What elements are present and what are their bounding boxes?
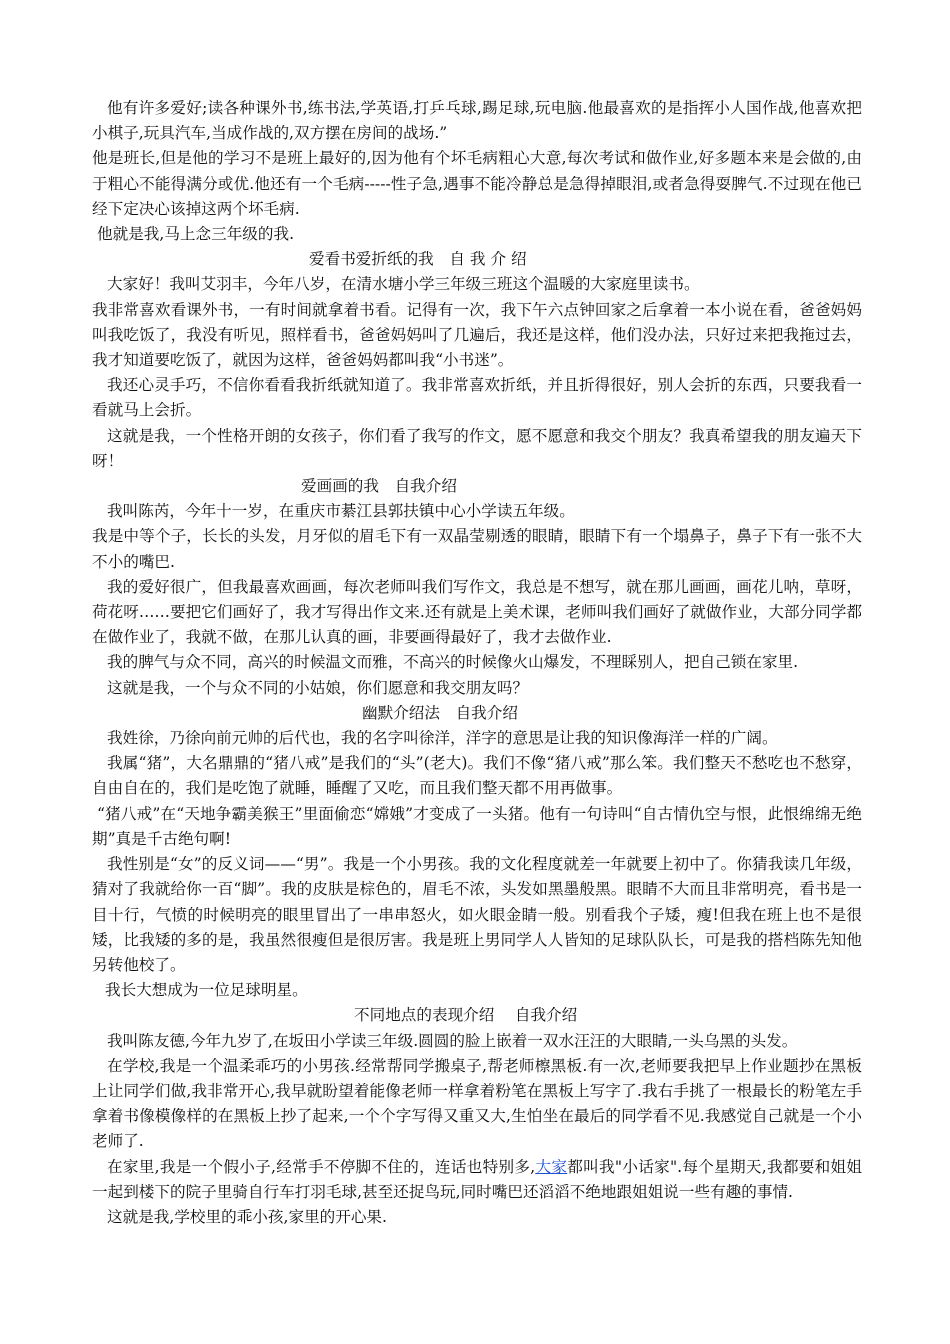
document-page: [92, 96, 862, 1230]
hyperlink[interactable]: 大家: [535, 1157, 568, 1176]
paragraph: 我非常喜欢看课外书，一有时间就拿着书看。记得有一次，我下午六点钟回家之后拿着一本小说在看，爸爸妈妈叫我吃饭了，我没有听见，照样看书，爸爸妈妈叫了几遍后，我还是这样，他们没办法，只好过来把我拖过去，我才知道要吃饭了，就因为这样，爸爸妈妈都叫我“小书迷”。: [92, 300, 862, 370]
essay-title: 不同地点的表现介绍 自我介绍: [354, 1006, 578, 1025]
essay-title: 爱画画的我 自我介绍: [301, 477, 457, 496]
paragraph: 他是班长,但是他的学习不是班上最好的,因为他有个坏毛病粗心大意,每次考试和做作业,好多题本来是会做的,由于粗心不能得满分或优.他还有一个毛病-----性子急,遇事不能冷静总是急得掉眼泪,或者急得耍脾气.不过现在他已经下定决心该掉这两个坏毛病.: [92, 149, 862, 218]
paragraph: 我的爱好很广，但我最喜欢画画，每次老师叫我们写作文，我总是不想写，就在那儿画画，画花儿呐，草呀，荷花呀……要把它们画好了，我才写得出作文来.还有就是上美术课，老师叫我们画好了就做作业，大部分同学都在做作业了，我就不做，在那儿认真的画，非要画得最好了，我才去做作业.: [92, 577, 862, 647]
paragraph: 大家好！我叫艾羽丰，今年八岁，在清水塘小学三年级三班这个温暖的大家庭里读书。: [107, 275, 700, 294]
paragraph: 我叫陈芮，今年十一岁，在重庆市綦江县郭扶镇中心小学读五年级。: [107, 502, 575, 521]
paragraph-text: 在家里,我是一个假小子,经常手不停脚不住的，连话也特别多,: [107, 1157, 536, 1176]
paragraph: 在学校,我是一个温柔乖巧的小男孩.经常帮同学搬桌子,帮老师檫黑板.有一次,老师要我把早上作业题抄在黑板上让同学们做,我非常开心,我早就盼望着能像老师一样拿着粉笔在黑板上写字了.我右手挑了一根最长的粉笔左手拿着书像模像样的在黑板上抄了起来,一个个字写得又重又大,生怕坐在最后的同学看不见.我感觉自己就是一个小老师了.: [92, 1056, 862, 1151]
paragraph: 我是中等个子，长长的头发，月牙似的眉毛下有一双晶莹剔透的眼睛，眼睛下有一个塌鼻子，鼻子下有一张不大不小的嘴巴.: [92, 527, 862, 571]
paragraph: 我还心灵手巧，不信你看看我折纸就知道了。我非常喜欢折纸，并且折得很好，别人会折的东西，只要我看一看就马上会折。: [92, 376, 862, 420]
paragraph: 这就是我,学校里的乖小孩,家里的开心果.: [107, 1207, 387, 1226]
paragraph: 他有许多爱好;读各种课外书,练书法,学英语,打乒乓球,踢足球,玩电脑.他最喜欢的是指挥小人国作战,他喜欢把小棋子,玩具汽车,当成作战的,双方摆在房间的战场.”: [92, 99, 862, 143]
paragraph: 我长大想成为一位足球明星。: [105, 981, 308, 1000]
paragraph: 我属“猪”，大名鼎鼎的“猪八戒”是我们的“头”(老大)。我们不像“猪八戒”那么笨。我们整天不愁吃也不愁穿，自由自在的，我们是吃饱了就睡，睡醒了又吃，而且我们整天都不用再做事。: [92, 754, 862, 798]
paragraph: 我叫陈友德,今年九岁了,在坂田小学读三年级.圆圆的脸上嵌着一双水汪汪的大眼睛,一头乌黑的头发。: [107, 1031, 798, 1050]
paragraph-text: 都叫我"小话家".每个星期天,我都要和姐姐一起到楼下的院子里骑自行车打羽毛球,甚至还捉鸟玩,同时嘴巴还滔滔不绝地跟姐姐说一些有趣的事情.: [92, 1157, 862, 1201]
essay-title: 爱看书爱折纸的我 自 我 介 绍: [309, 250, 527, 269]
paragraph: 这就是我，一个性格开朗的女孩子，你们看了我写的作文，愿不愿意和我交个朋友？我真希望我的朋友遍天下呀！: [92, 426, 862, 470]
paragraph: 我的脾气与众不同，高兴的时候温文而雅，不高兴的时候像火山爆发，不理睬别人，把自己锁在家里.: [107, 653, 799, 672]
paragraph: [92, 1155, 862, 1205]
paragraph: 这就是我，一个与众不同的小姑娘，你们愿意和我交朋友吗？: [107, 678, 529, 697]
essay-title: 幽默介绍法 自我介绍: [362, 703, 518, 722]
paragraph: “猪八戒”在“天地争霸美猴王”里面偷恋“嫦娥”才变成了一头猪。他有一句诗叫“自古情仇空与恨，此恨绵绵无绝期”真是千古绝句啊!: [92, 804, 862, 848]
paragraph: 我性别是“女”的反义词——“男”。我是一个小男孩。我的文化程度就差一年就要上初中了。你猜我读几年级，猜对了我就给你一百“脚”。我的皮肤是棕色的，眉毛不浓，头发如黑墨般黑。眼睛不大而且非常明亮，看书是一目十行，气愤的时候明亮的眼里冒出了一串串怒火，如火眼金睛一般。别看我个子矮，瘦!但我在班上也不是很矮，比我矮的多的是，我虽然很瘦但是很厉害。我是班上男同学人人皆知的足球队队长，可是我的搭档陈先知他另转他校了。: [92, 855, 862, 974]
paragraph: 我姓徐，乃徐向前元帅的后代也，我的名字叫徐洋，洋字的意思是让我的知识像海洋一样的广阔。: [107, 729, 778, 748]
paragraph: 他就是我,马上念三年级的我.: [97, 225, 295, 244]
